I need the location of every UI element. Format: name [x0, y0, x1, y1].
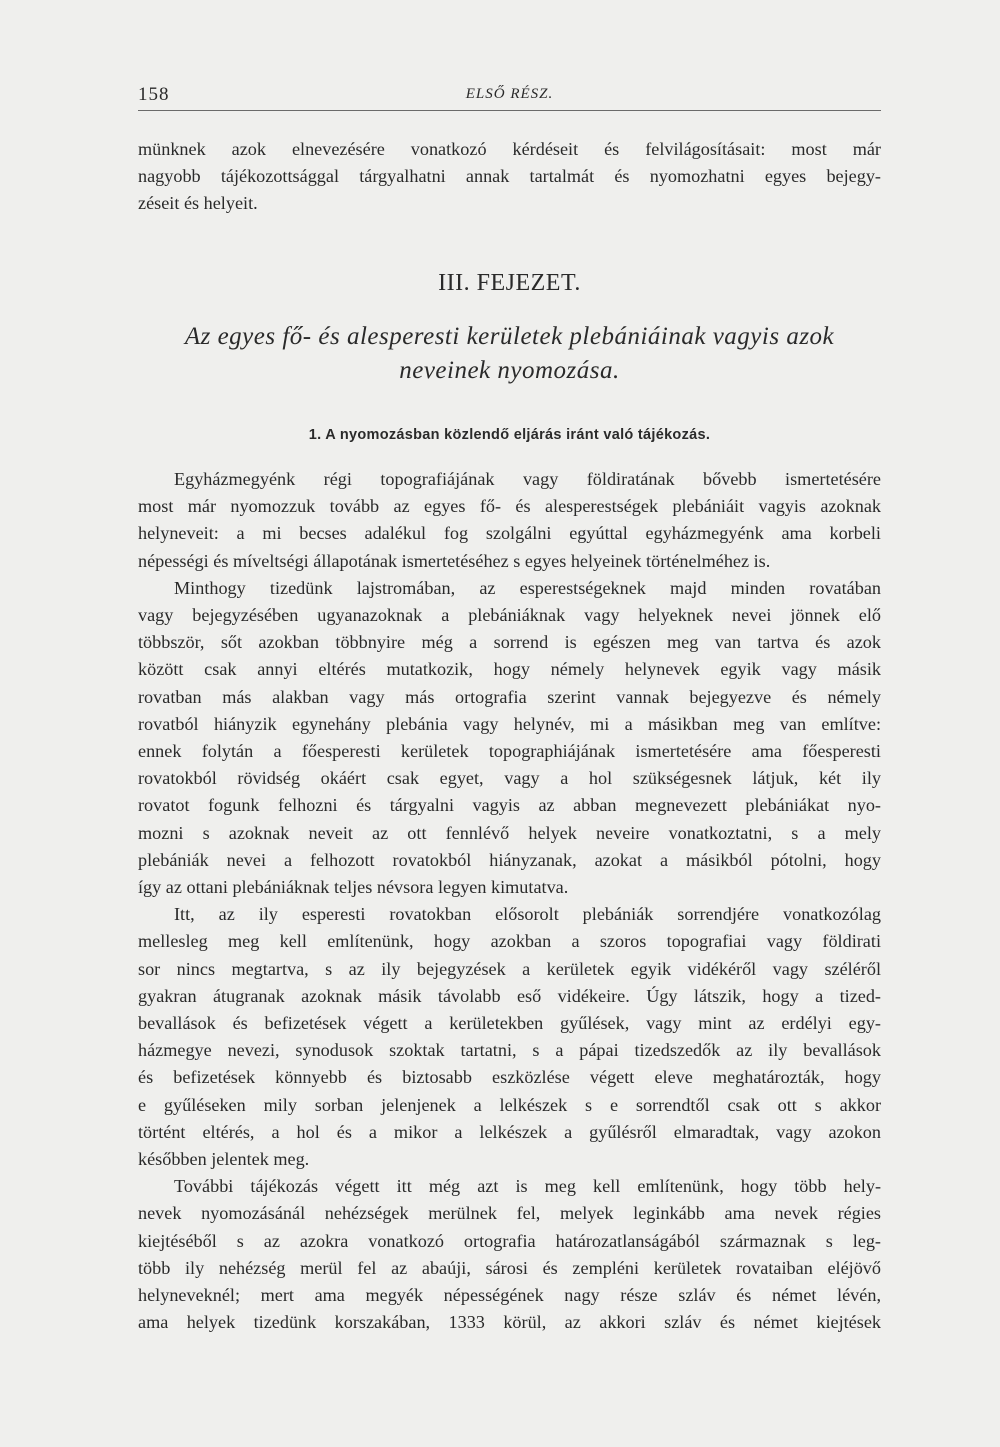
paragraph: [138, 1173, 881, 1336]
chapter-subtitle-line: neveinek nyomozása.: [399, 357, 620, 384]
text-line: kiejtéséből s az azokra vonatkozó ortografia határozatlanságából származnak s leg-: [138, 1230, 881, 1251]
text-line: mellesleg meg kell említenünk, hogy azokban a szoros topografiai vagy földirati: [138, 931, 881, 952]
text-line: most már nyomozzuk tovább az egyes fő- és alesperestségek plebániáit vagyis azoknak: [138, 496, 881, 517]
text-line: zéseit és helyeit.: [138, 193, 258, 214]
text-line: münknek azok elnevezésére vonatkozó kérdéseit és felvilágosításait: most már: [138, 139, 881, 159]
chapter-subtitle-line: Az egyes fő- és alesperesti kerületek plebániáinak vagyis azok: [184, 323, 835, 350]
text-line: gyakran átugranak azoknak másik távolabb eső vidékeire. Úgy látszik, hogy a tized-: [138, 985, 881, 1006]
text-line: További tájékozás végett itt még azt is meg kell említenünk, hogy több hely-: [174, 1176, 881, 1197]
text-line: rovatot fogunk felhozni és tárgyalni vagyis az abban megnevezett plebániákat nyo-: [138, 795, 881, 816]
intro-paragraph: [138, 136, 881, 218]
paragraph: [138, 575, 881, 901]
text-line: Itt, az ily esperesti rovatokban elősorolt plebániák sorrendjére vonatkozólag: [174, 904, 881, 925]
text-line: bevallások és befizetések végett a kerületekben gyűlések, vagy mint az erdélyi egy-: [138, 1013, 881, 1034]
running-head: [138, 84, 881, 111]
text-line: Egyházmegyénk régi topografiájának vagy földiratának bővebb ismertetésére: [174, 469, 881, 489]
text-line: helyneveknél; mert ama megyék népességének nagy része szláv és német lévén,: [138, 1285, 881, 1306]
text-line: sor nincs megtartva, s az ily bejegyzések a kerületek egyik vidékéről vagy széléről: [138, 958, 881, 979]
text-line: Minthogy tizedünk lajstromában, az esperestségeknek majd minden rovatában: [174, 577, 881, 598]
text-line: többször, sőt azokban többnyire még a sorrend is egészen meg van tartva és azok: [138, 632, 881, 653]
chapter-heading: III. FEJEZET.: [438, 270, 581, 296]
text-line: rovatokból rövidség okáért csak egyet, vagy a hol szükségesnek látjuk, két ily: [138, 768, 881, 789]
text-line: népességi és míveltségi állapotának ismertetéséhez s egyes helyeinek történelméhez is.: [138, 550, 771, 571]
text-line: és befizetések könnyebb és biztosabb eszközlése végett eleve meghatározták, hogy: [138, 1067, 881, 1088]
section-heading: 1. A nyomozásban közlendő eljárás iránt való tájékozás.: [308, 427, 711, 443]
paragraph: [138, 466, 881, 575]
text-line: ennek folytán a főesperesti kerületek topographiájának ismertetésére ama főesperesti: [138, 741, 881, 762]
paragraph: [138, 901, 881, 1173]
text-line: így az ottani plebániáknak teljes névsora legyen kimutatva.: [138, 877, 569, 898]
text-line: nevek nyomozásánál nehézségek merülnek fel, melyek leginkább ama nevek régies: [138, 1203, 881, 1224]
text-line: vagy bejegyzésében ugyanazoknak a plebániáknak vagy helyeknek nevei jönnek elő: [138, 605, 881, 626]
text-line: plebániák nevei a felhozott rovatokból hiányzanak, azokat a másikból pótolni, hogy: [138, 849, 881, 870]
text-line: több ily nehézség merül fel az abaúji, sárosi és zempléni kerületek rovataiban eléjövő: [138, 1257, 881, 1278]
text-line: nagyobb tájékozottsággal tárgyalhatni annak tartalmát és nyomozhatni egyes bejegy-: [138, 166, 881, 187]
text-line: mozni s azoknak neveit az ott fennlévő helyek neveire vonatkoztatni, s a mely: [138, 822, 881, 843]
text-line: e gyűléseken mily sorban jelenjenek a lelkészek s e sorrendtől csak ott s akkor: [138, 1094, 881, 1115]
chapter-subtitle: [138, 320, 881, 388]
page-number: 158: [138, 84, 170, 105]
running-title: ELSŐ RÉSZ.: [465, 86, 554, 102]
text-line: házmegye nevezi, synodusok szoktak tartatni, s a pápai tizedszedők az ily bevallások: [138, 1040, 881, 1061]
text-line: között csak annyi eltérés mutatkozik, hogy némely helynevek egyik vagy másik: [138, 659, 881, 680]
text-line: későbben jelentek meg.: [138, 1149, 310, 1170]
text-line: helyneveit: a mi becses adalékul fog szolgálni egyúttal egyházmegyénk ama korbeli: [138, 523, 881, 544]
main-text: [138, 466, 881, 1337]
text-line: rovatból hiányzik egynehány plebánia vagy helynév, mi a másikban meg van említve:: [138, 713, 881, 734]
text-line: történt eltérés, a hol és a mikor a lelkészek a gyűlésről elmaradtak, vagy azokon: [138, 1121, 881, 1142]
text-line: ama helyek tizedünk korszakában, 1333 körül, az akkori szláv és német kiejtések: [138, 1312, 881, 1333]
text-line: rovatban más alakban vagy más ortografia szerint vannak bejegyezve és némely: [138, 686, 881, 707]
